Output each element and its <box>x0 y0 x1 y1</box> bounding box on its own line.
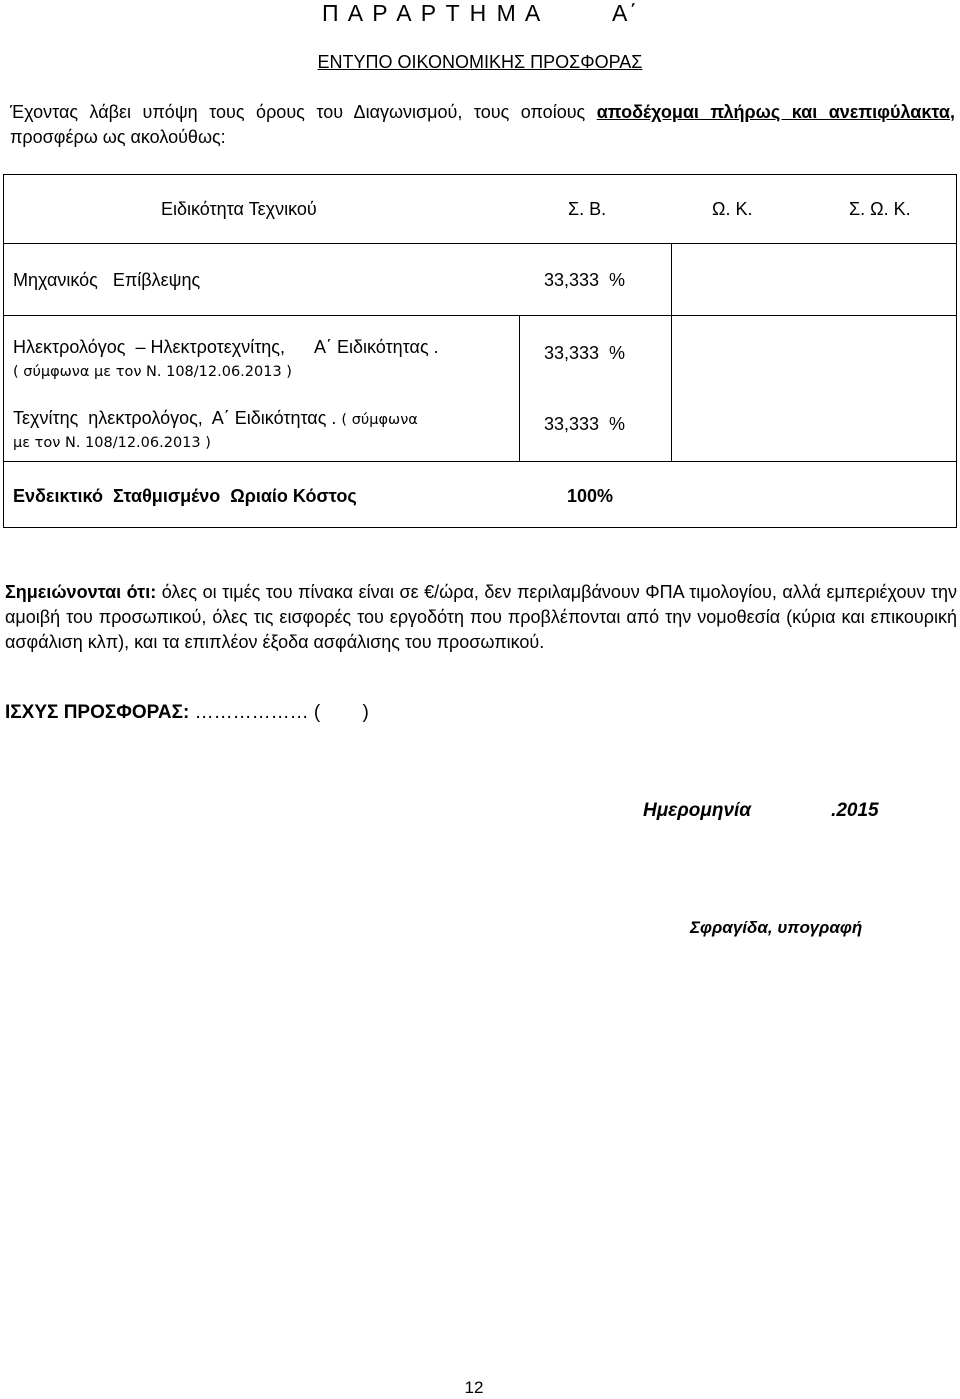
row-3-name <box>13 408 418 429</box>
page-number: 12 <box>464 1378 484 1397</box>
offer-validity <box>5 702 369 724</box>
row-3-legal-b: με τον Ν. 108/12.06.2013 ) <box>13 435 211 451</box>
table-column-divider <box>671 243 672 461</box>
row-2-name: Ηλεκτρολόγος – Ηλεκτροτεχνίτης, Α΄ Ειδικότητας . <box>13 337 439 357</box>
title-suffix: Α΄ <box>612 0 639 26</box>
header-specialty: Ειδικότητα Τεχνικού <box>161 199 317 219</box>
table-divider <box>4 243 956 244</box>
signature-label: Σφραγίδα, υπογραφή <box>690 918 863 937</box>
notes-paragraph <box>5 580 957 655</box>
date-line <box>643 800 879 822</box>
table-divider <box>4 461 956 462</box>
intro-text-after: προσφέρω ως ακολούθως: <box>10 127 226 147</box>
row-2-weight: 33,333 % <box>544 343 626 363</box>
date-year: .2015 <box>831 800 879 821</box>
document-subtitle: ΕΝΤΥΠΟ ΟΙΚΟΝΟΜΙΚΗΣ ΠΡΟΣΦΟΡΑΣ <box>317 52 643 72</box>
intro-paragraph <box>10 100 955 150</box>
validity-label: ΙΣΧΥΣ ΠΡΟΣΦΟΡΑΣ: <box>5 702 190 723</box>
row-2-legal: ( σύμφωνα με τον Ν. 108/12.06.2013 ) <box>13 364 292 380</box>
notes-text: όλες οι τιμές του πίνακα είναι σε €/ώρα, δεν περιλαμβάνουν ΦΠΑ τιμολογίου, αλλά εμπεριέχουν την αμοιβή του προσωπικού, όλες τις εισφορές του εργοδότη που προβλέπονται από την νομοθεσία (κύρια και επικουρική ασφάλιση κλπ), και τα επιπλέον έξοδα ασφάλισης του προσωπικού. <box>5 582 958 652</box>
intro-emphasis: αποδέχομαι πλήρως και ανεπιφύλακτα, <box>596 102 955 122</box>
row-1-name: Μηχανικός Επίβλεψης <box>13 270 201 290</box>
date-label: Ημερομηνία <box>643 800 752 821</box>
offer-table <box>3 174 957 528</box>
title-main: Π Α Ρ Α Ρ Τ Η Μ Α <box>322 0 543 26</box>
row-3-weight: 33,333 % <box>544 414 626 434</box>
total-value: 100% <box>567 486 614 506</box>
header-ok: Ω. Κ. <box>712 199 753 219</box>
table-divider <box>4 315 956 316</box>
row-1-weight: 33,333 % <box>544 270 626 290</box>
row-3-legal-a: ( σύμφωνα <box>341 412 418 428</box>
header-sb: Σ. Β. <box>568 199 607 219</box>
header-sok: Σ. Ω. Κ. <box>849 199 911 219</box>
intro-text-before: Έχοντας λάβει υπόψη τους όρους του Διαγωνισμού, τους οποίους <box>10 102 597 122</box>
row-3-name-text: Τεχνίτης ηλεκτρολόγος, Α΄ Ειδικότητας . <box>13 408 337 428</box>
table-column-divider <box>519 315 520 461</box>
total-label: Ενδεικτικό Σταθμισμένο Ωριαίο Κόστος <box>13 486 357 506</box>
notes-lead: Σημειώνονται ότι: <box>5 582 157 602</box>
validity-value: ……………… ( ) <box>189 702 369 723</box>
